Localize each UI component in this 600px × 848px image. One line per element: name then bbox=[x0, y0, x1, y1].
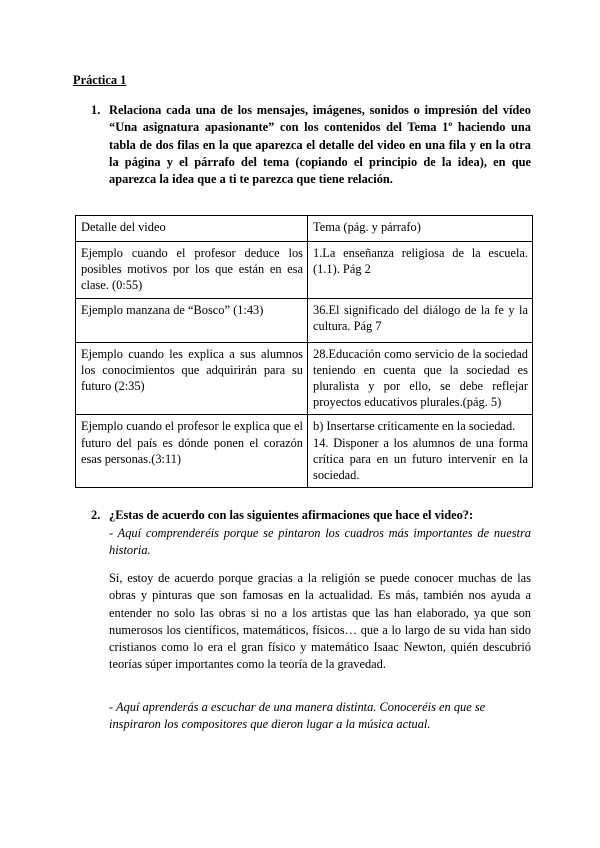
answer-1: Si, estoy de acuerdo porque gracias a la religión se puede conocer muchas de las obras y pinturas que son famosas en la actualidad. Es más, también nos ayuda a entender no solo las obras si no a los artistas que las han elaborado, ya que son numerosos los científicos, matemáticos, físicos… que a lo largo de su vida han sido cristianos como lo era el gran físico y matemático Isaac Newton, quién descubrió teorías súper importantes como la teoría de la gravedad. bbox=[109, 571, 531, 672]
document-title: Práctica 1 bbox=[73, 73, 127, 87]
table-cell: Ejemplo cuando les explica a sus alumnos los conocimientos que adquirirán para su futuro (2:35) bbox=[76, 342, 308, 415]
table-row bbox=[76, 242, 533, 299]
table-row bbox=[76, 415, 533, 488]
relation-table bbox=[75, 215, 533, 488]
question-2-number: 2. bbox=[91, 508, 101, 522]
table-cell: Ejemplo cuando el profesor le explica que el futuro del país es dónde ponen el corazón esas personas.(3:11) bbox=[76, 415, 308, 488]
table-header-cell: Tema (pág. y párrafo) bbox=[308, 216, 533, 242]
statement-2: - Aquí aprenderás a escuchar de una manera distinta. Conoceréis en que se inspiraron los compositores que dieron lugar a la música actual. bbox=[109, 700, 486, 732]
table-cell: 28.Educación como servicio de la sociedad teniendo en cuenta que la sociedad es pluralista y por ello, se debe reflejar proyectos educativos plurales.(pág. 5) bbox=[308, 342, 533, 415]
table-row bbox=[76, 298, 533, 342]
table-cell: b) Insertarse críticamente en la sociedad. 14. Disponer a los alumnos de una forma crítica para en un futuro intervenir en la sociedad. bbox=[308, 415, 533, 488]
table-row bbox=[76, 342, 533, 415]
table-cell: Ejemplo cuando el profesor deduce los posibles motivos por los que están en esa clase. (0:55) bbox=[76, 242, 308, 299]
table-cell: 1.La enseñanza religiosa de la escuela. (1.1). Pág 2 bbox=[308, 242, 533, 299]
table-header-row bbox=[76, 216, 533, 242]
question-1-text: Relaciona cada una de los mensajes, imágenes, sonidos o impresión del vídeo “Una asignatura apasionante” con los contenidos del Tema 1º haciendo una tabla de dos filas en la que aparezca el detalle del video en una fila y en la otra la página y el párrafo del tema (copiando el principio de la idea), en que aparezca la idea que a ti te parezca que tiene relación. bbox=[109, 103, 531, 187]
table-header-cell: Detalle del video bbox=[76, 216, 308, 242]
table-cell: 36.El significado del diálogo de la fe y la cultura. Pág 7 bbox=[308, 298, 533, 342]
question-1-number: 1. bbox=[91, 103, 101, 117]
table-cell: Ejemplo manzana de “Bosco” (1:43) bbox=[76, 298, 308, 342]
question-2-text: ¿Estas de acuerdo con las siguientes afirmaciones que hace el video?: bbox=[109, 508, 474, 522]
statement-1: - Aquí comprenderéis porque se pintaron los cuadros más importantes de nuestra historia. bbox=[109, 526, 531, 558]
